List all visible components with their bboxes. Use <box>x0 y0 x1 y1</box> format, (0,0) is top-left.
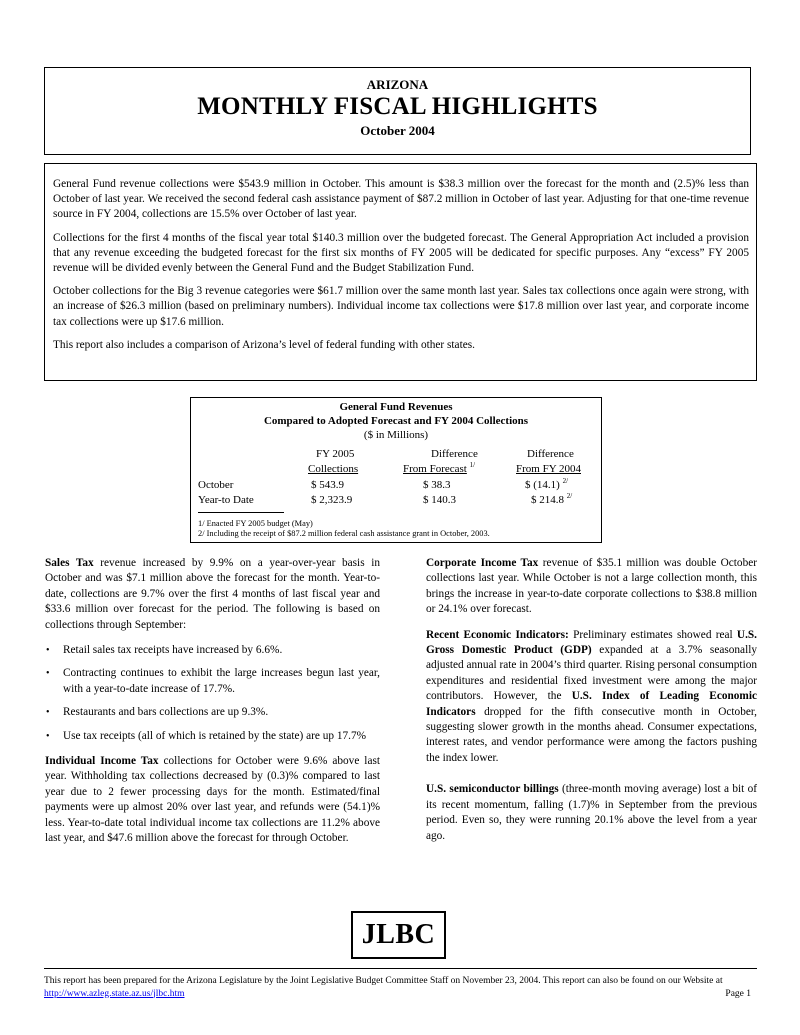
section-heading: U.S. semiconductor billings <box>426 783 559 796</box>
income-tax-paragraph: Individual Income Tax collections for October were 9.6% above last year. Withholding tax collections decreased by (0.3)% compared to last year due to 2 fewer processing days for the month. Estimated/final payments were up almost 20% over last year, and refunds were (54.1)% less. Year-to-date total individual income tax collections are 11.2% above last year, and $47.6 million above the forecast for through October. <box>45 755 380 845</box>
table-cell: $ 2,323.9 <box>311 494 353 506</box>
list-item: • Retail sales tax receipts have increased by 6.6%. <box>63 643 380 658</box>
sales-tax-paragraph: Sales Tax revenue increased by 9.9% on a year-over-year basis in October and was $7.1 million above the forecast for the month. Year-to-date, collections are 9.7% over the first 4 months of last fiscal year and $33.6 million over forecast for the period. The following is based on collections through September: <box>45 557 380 631</box>
footnote-ref: 1/ <box>469 461 476 469</box>
table-cell: $ 38.3 <box>423 479 451 491</box>
row-label: October <box>198 479 234 491</box>
economic-indicators-paragraph: Recent Economic Indicators: Preliminary estimates showed real U.S. Gross Domestic Product (GDP) expanded at a 3.7% seasonally adjusted annual rate in 2004’s third quarter. Rising personal consumption expenditures and residential fixed investment were among the major contributors. However, the U.S. Index of Leading Economic Indicators dropped for the fifth consecutive month in October, suggesting slower growth in the months ahead. Consumer expectations, interest rates, and vendor performance were among the factors pushing the index lower. <box>426 628 758 764</box>
section-heading: Corporate Income Tax <box>426 557 539 569</box>
table-cell: $ 543.9 <box>311 479 344 491</box>
summary-paragraph: This report also includes a comparison of Arizona’s level of federal funding with other states. <box>53 338 475 351</box>
summary-paragraph: October collections for the Big 3 revenue categories were $61.7 million over the same month last year. Sales tax collections once again were strong, with an increase of $26.3 million (based on preliminary numbers). Individual income tax collections were $17.8 million over last year, and corporate income tax collections were up $17.6 million. <box>53 285 749 328</box>
summary-paragraph: General Fund revenue collections were $543.9 million in October. This amount is $38.3 million over the forecast for the month and (2.5)% less than October of last year. We received the second federal cash assistance payment of $87.2 million in October of last year. Adjusting for that one-time revenue source in FY 2004, collections are 15.5% over October of last year. <box>53 178 749 221</box>
footer-divider <box>44 968 757 969</box>
header-difference: Difference <box>527 448 574 460</box>
header-fy2005: FY 2005 <box>316 448 355 460</box>
right-column <box>426 556 757 854</box>
list-item: • Use tax receipts (all of which is retained by the state) are up 17.7% <box>63 729 380 744</box>
table-cell: $ 140.3 <box>423 494 456 506</box>
header-from-forecast: From Forecast $^{1/}$ <box>403 461 476 475</box>
section-heading: Individual Income Tax <box>45 755 159 768</box>
table-cell: $ (14.1) $^{2/}$ <box>525 477 569 491</box>
report-period: October 2004 <box>360 123 435 138</box>
footer <box>44 975 757 1000</box>
page-number: Page 1 <box>725 988 751 999</box>
footer-text: This report has been prepared for the Arizona Legislature by the Joint Legislative Budget Committee Staff on November 23, 2004. This report can also be found on our Website at <box>44 976 723 986</box>
sales-tax-bullets <box>45 643 380 744</box>
section-heading: Sales Tax <box>45 557 94 569</box>
footnote: 1/ Enacted FY 2005 budget (May) <box>198 519 313 528</box>
footnote: 2/ Including the receipt of $87.2 million federal cash assistance grant in October, 2003. <box>198 529 490 538</box>
left-column <box>45 556 380 857</box>
section-heading: Recent Economic Indicators: <box>426 628 569 641</box>
footnote-divider <box>198 512 284 513</box>
table-cell: $ 214.8 $^{2/}$ <box>531 492 573 506</box>
revenue-table <box>190 397 602 543</box>
table-units: ($ in Millions) <box>363 429 429 441</box>
website-link[interactable]: http://www.azleg.state.az.us/jlbc.htm <box>44 988 185 999</box>
semiconductor-paragraph: U.S. semiconductor billings (three-month moving average) lost a bit of its recent momentum, falling (1.7)% in September from the previous period. Even so, they were running 20.1% above the level from a year ago. <box>426 783 757 842</box>
list-item: • Contracting continues to exhibit the large increases begun last year, with a year-to-date increase of 17.7%. <box>63 666 380 697</box>
table-subtitle: Compared to Adopted Forecast and FY 2004 Collections <box>263 415 529 427</box>
corporate-tax-paragraph: Corporate Income Tax revenue of $35.1 million was double October collections last year. While October is not a large collection month, this brings the increase in year-to-date corporate collections to $38.8 million or 24.1% over forecast. <box>426 557 758 616</box>
header-difference: Difference <box>431 448 478 460</box>
summary-paragraph: Collections for the first 4 months of the fiscal year total $140.3 million over the budgeted forecast. The General Appropriation Act included a provision that any revenue exceeding the budgeted forecast for the first six months of FY 2005 will be dedicated for specific purposes. Any “excess” FY 2005 revenue will be divided evenly between the General Fund and the Budget Stabilization Fund. <box>53 231 749 275</box>
header-from-fy2004: From FY 2004 <box>516 463 581 475</box>
header-collections: Collections <box>308 463 359 475</box>
state-name: ARIZONA <box>366 77 429 92</box>
title-box <box>44 67 751 155</box>
jlbc-logo: JLBC <box>351 911 446 959</box>
page-title: MONTHLY FISCAL HIGHLIGHTS <box>197 93 598 120</box>
list-item: • Restaurants and bars collections are up 9.3%. <box>63 705 380 720</box>
row-label: Year-to Date <box>198 494 254 506</box>
table-title: General Fund Revenues <box>339 401 453 413</box>
summary-box <box>44 163 757 381</box>
